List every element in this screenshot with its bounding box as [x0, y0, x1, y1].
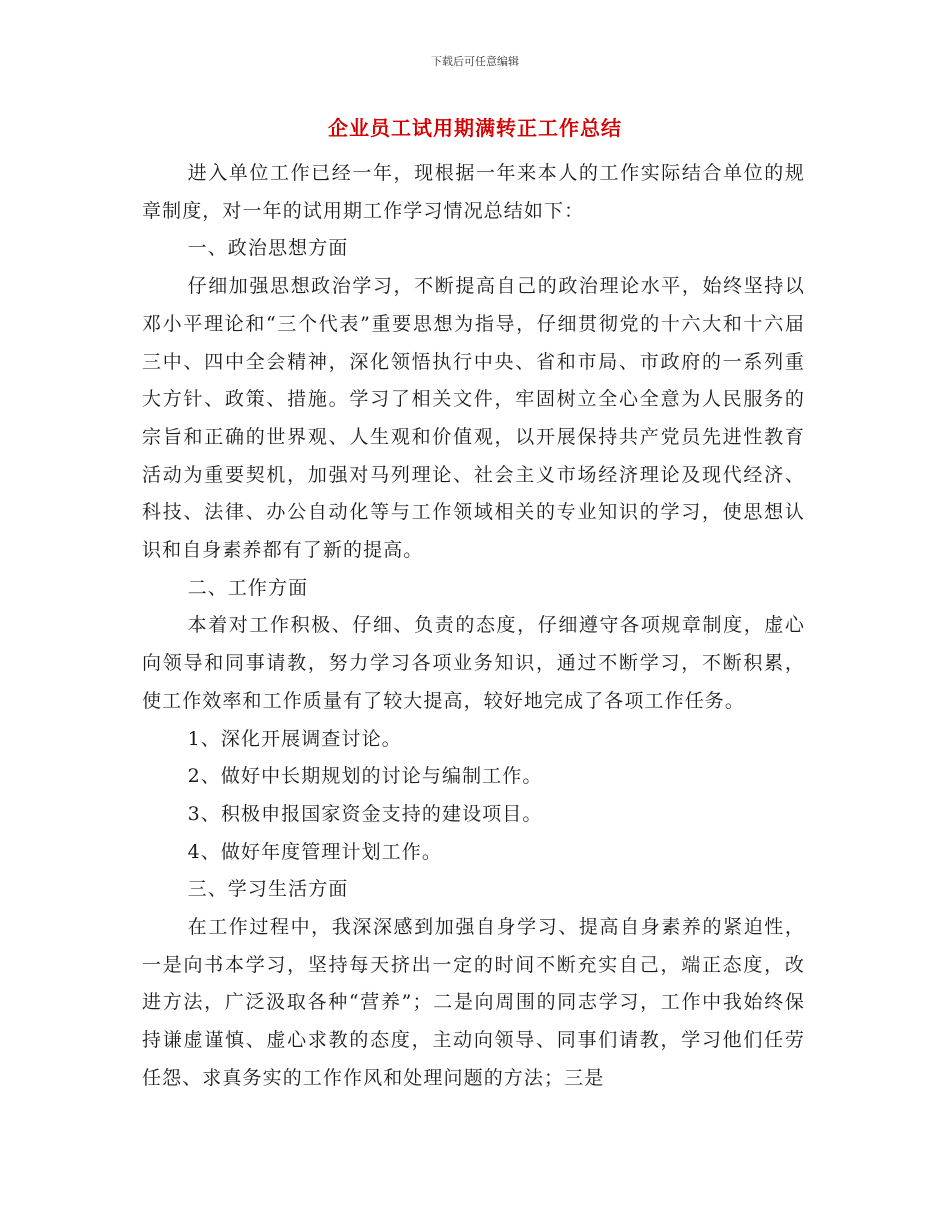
- section-heading-politics: 一、政治思想方面: [187, 237, 349, 260]
- paragraph-politics: 仔细加强思想政治学习，不断提高自己的政治理论水平，始终坚持以邓小平理论和“三个代表”重要思想为指导，仔细贯彻党的十六大和十六届三中、四中全会精神，深化领悟执行中央、省和市局、市政府的一系列重大方针、政策、措施。学习了相关文件，牢固树立全心全意为人民服务的宗旨和正确的世界观、人生观和价值观，以开展保持共产党员先进性教育活动为重要契机，加强对马列理论、社会主义市场经济理论及现代经济、科技、法律、办公自动化等与工作领域相关的专业知识的学习，使思想认识和自身素养都有了新的提高。: [142, 275, 805, 562]
- document-body: [142, 155, 805, 1098]
- list-item: 1、深化开展调查讨论。: [187, 727, 402, 750]
- paragraph-study: 在工作过程中，我深深感到加强自身学习、提高自身素养的紧迫性，一是向书本学习，坚持每天挤出一定的时间不断充实自己，端正态度，改进方法，广泛汲取各种“营养”；二是向周围的同志学习，工作中我始终保持谦虚谨慎、虚心求教的态度，主动向领导、同事们请教，学习他们任劳任怨、求真务实的工作作风和处理问题的方法；三是: [142, 916, 805, 1089]
- paragraph-work: 本着对工作积极、仔细、负责的态度，仔细遵守各项规章制度，虚心向领导和同事请教，努力学习各项业务知识，通过不断学习，不断积累，使工作效率和工作质量有了较大提高，较好地完成了各项工作任务。: [142, 614, 805, 712]
- list-item: 2、做好中长期规划的讨论与编制工作。: [187, 765, 543, 788]
- list-item: 4、做好年度管理计划工作。: [187, 840, 442, 863]
- section-heading-work: 二、工作方面: [187, 576, 309, 599]
- list-item: 3、积极申报国家资金支持的建设项目。: [187, 802, 543, 825]
- header-note: 下载后可任意编辑: [431, 55, 519, 68]
- document-title: 企业员工试用期满转正工作总结: [328, 116, 622, 140]
- section-heading-study: 三、学习生活方面: [187, 878, 349, 901]
- paragraph-intro: 进入单位工作已经一年，现根据一年来本人的工作实际结合单位的规章制度，对一年的试用期工作学习情况总结如下：: [142, 162, 805, 222]
